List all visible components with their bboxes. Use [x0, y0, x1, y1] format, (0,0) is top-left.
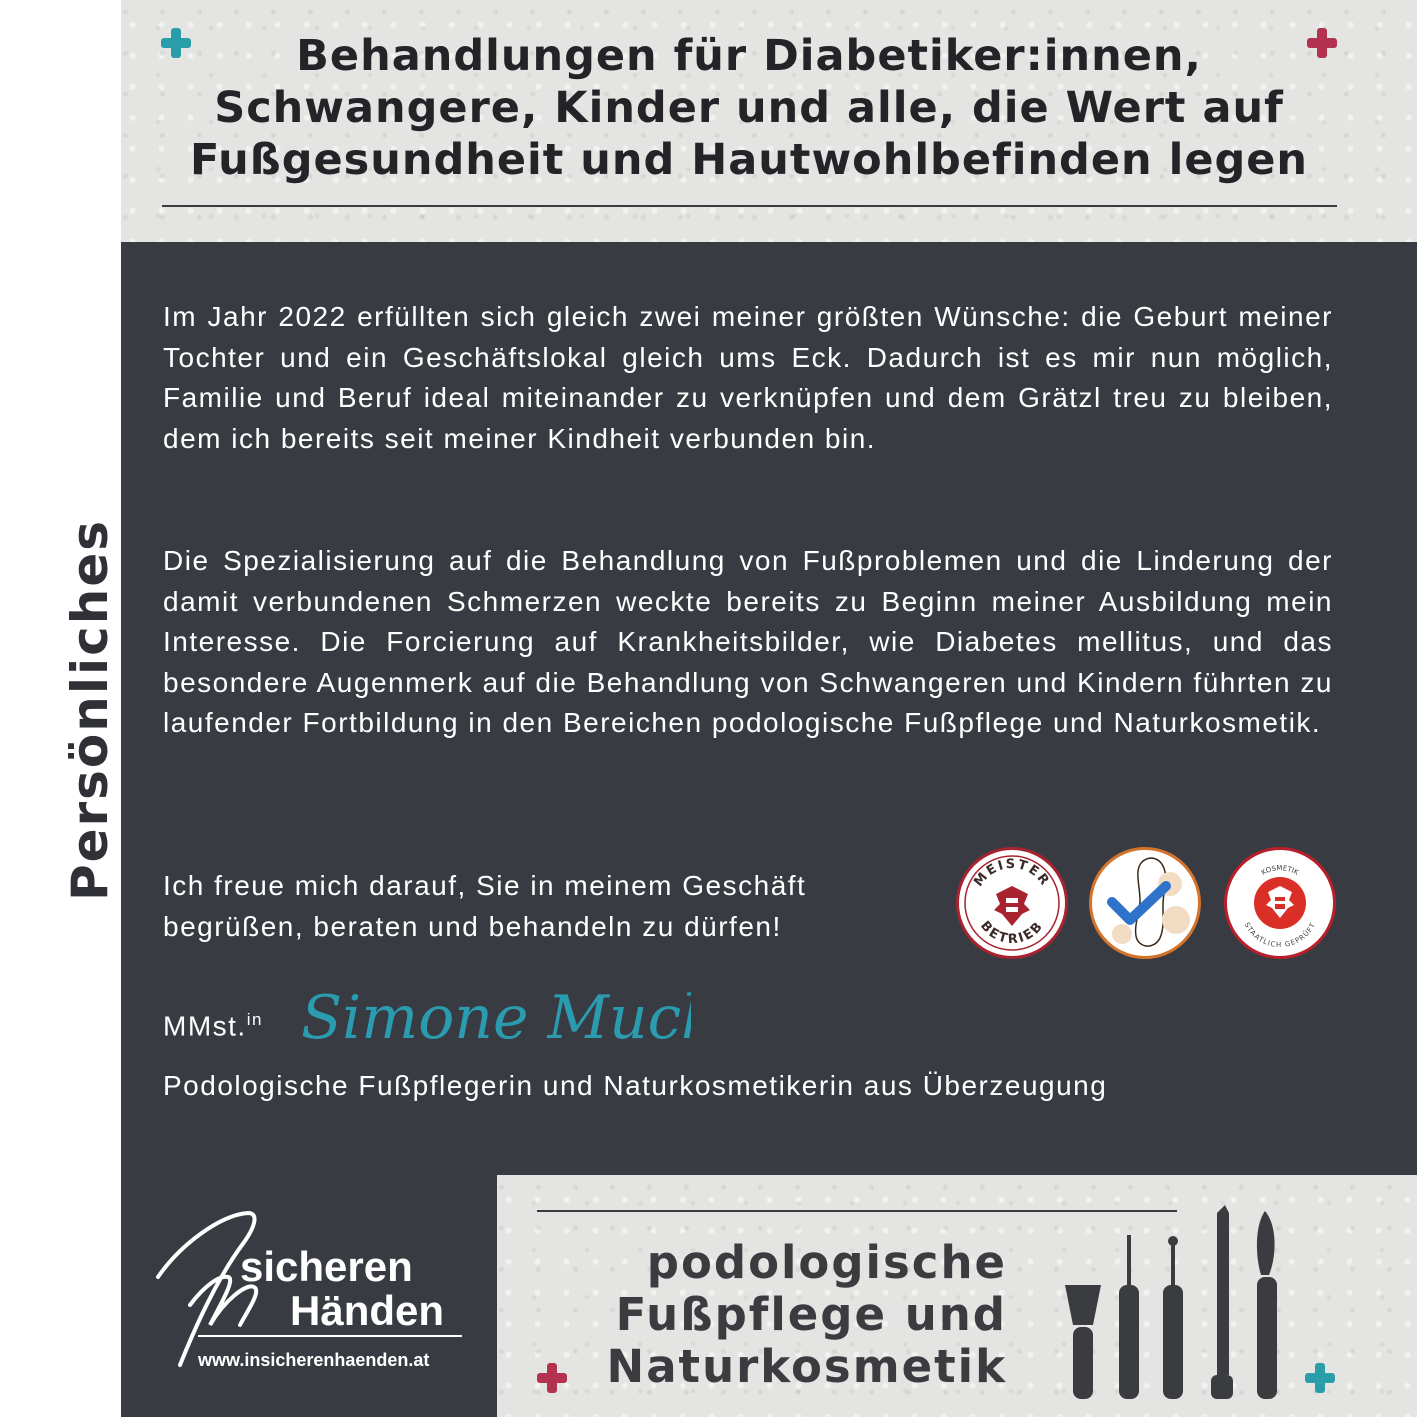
brand-logo [150, 1205, 480, 1385]
certification-badges [956, 847, 1346, 972]
svg-text:BETRIEB: BETRIEB [977, 918, 1047, 948]
logo-word-haenden: Händen [290, 1287, 445, 1334]
svg-text:STAATLICH GEPRÜFT: STAATLICH GEPRÜFT [1242, 921, 1318, 950]
svg-text:Simone Muck: Simone Muck [301, 983, 691, 1053]
website-link[interactable]: www.insicherenhaenden.at [198, 1350, 430, 1370]
plus-cross-icon-red [537, 1363, 567, 1393]
page-title: Behandlungen für Diabetiker:innen, Schwangere, Kinder und alle, die Wert auf Fußgesundheit und Hautwohlbefinden legen [189, 31, 1309, 185]
plus-cross-icon-teal [1305, 1363, 1335, 1393]
header [121, 0, 1417, 242]
svg-text:KOSMETIK: KOSMETIK [1260, 864, 1300, 877]
podology-checkmark-badge [1089, 847, 1201, 959]
podology-tools-icon [1057, 1205, 1287, 1405]
paragraph-specialization: Die Spezialisierung auf die Behandlung von Fußproblemen und die Linderung der damit verbundenen Schmerzen weckte bereits zu Beginn meiner Ausbildung mein Interesse. Die Forcierung auf Krankheitsbilder, wie Diabetes mellitus, und das besondere Augenmerk auf die Behandlung von Schwangeren und Kindern führten zu laufender Fortbildung in den Bereichen podologische Fußpflege und Naturkosmetik. [163, 545, 1333, 738]
signature [301, 972, 691, 1062]
paragraph-welcome: Ich freue mich darauf, Sie in meinem Geschäft begrüßen, beraten und behandeln zu dürfen! [163, 870, 807, 942]
paragraph-intro: Im Jahr 2022 erfüllten sich gleich zwei meiner größten Wünsche: die Geburt meiner Tochter und ein Geschäftslokal gleich ums Eck. Dadurch ist es mir nun möglich, Familie und Beruf ideal miteinander zu verknüpfen und dem Grätzl treu zu bleiben, dem ich bereits seit meiner Kindheit verbunden bin. [163, 301, 1333, 454]
academic-title: MMst.$^{in}$ [163, 1010, 263, 1042]
footer-title: podologische Fußpflege und Naturkosmetik [606, 1236, 1007, 1393]
header-divider [162, 205, 1337, 207]
left-strip [0, 0, 121, 1417]
side-title: Persönliches [61, 518, 119, 902]
logo-divider [198, 1335, 462, 1337]
svg-text:MEISTER: MEISTER [971, 856, 1053, 890]
role-description: Podologische Fußpflegerin und Naturkosmetikerin aus Überzeugung [163, 1070, 1108, 1101]
footer-box [497, 1175, 1417, 1417]
logo-word-sicheren: sicheren [240, 1243, 413, 1290]
meister-betrieb-badge [956, 847, 1068, 959]
kosmetik-staatlich-badge [1224, 847, 1336, 959]
